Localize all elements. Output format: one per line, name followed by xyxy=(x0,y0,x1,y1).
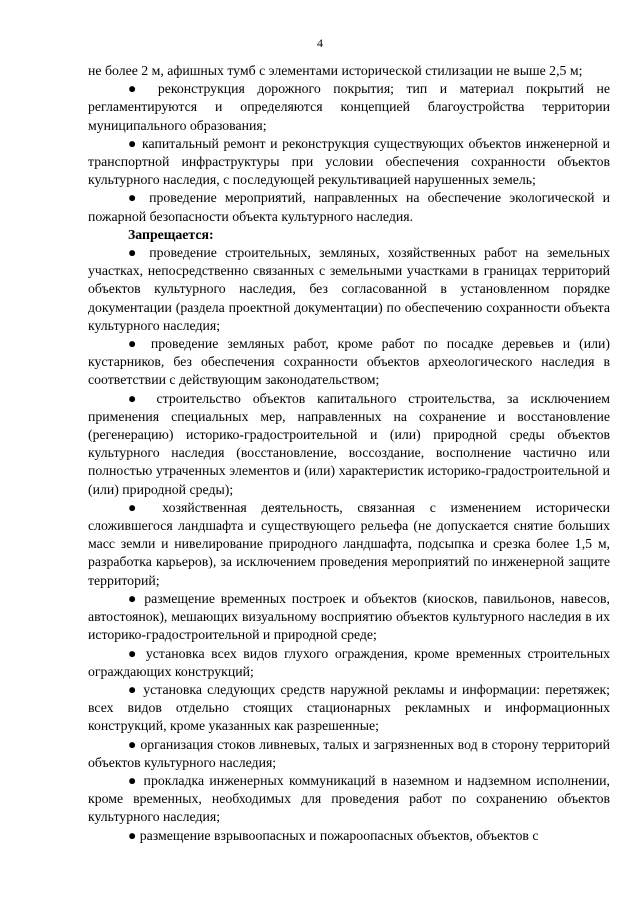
list-item: ● хозяйственная деятельность, связанная с изменением исторически сложившегося ландшафта и существующего рельефа (не допускается снятие больших масс земли и нивелирование природного ландшафта, подсыпка и срезка более 1,5 м, разработка карьеров), за исключением проведения мероприятий по инженерной защите территорий; xyxy=(88,499,610,588)
list-item: ● реконструкция дорожного покрытия; тип и материал покрытий не регламентируются и определяются концепцией благоустройства территории муниципального образования; xyxy=(88,81,610,133)
list-item: ● установка всех видов глухого ограждения, кроме временных строительных ограждающих конструкций; xyxy=(88,645,610,679)
section-heading: Запрещается: xyxy=(128,226,214,242)
list-item: ● организация стоков ливневых, талых и загрязненных вод в сторону территорий объектов культурного наследия; xyxy=(88,736,610,770)
document-body xyxy=(88,62,610,845)
paragraph: не более 2 м, афишных тумб с элементами исторической стилизации не выше 2,5 м; xyxy=(88,63,583,78)
list-item: ● строительство объектов капитального строительства, за исключением применения специальных мер, направленных на сохранение и восстановление (регенерацию) историко-градостроительной и (или) природной среды объектов культурного наследия (восстановление, воссоздание, восполнение частично или полностью утраченных элементов и (или) характеристик историко-градостроительной и (или) природной среды); xyxy=(88,390,610,497)
list-item: ● установка следующих средств наружной рекламы и информации: перетяжек; всех видов отдельно стоящих стационарных рекламных и информационных конструкций, кроме указанных как разрешенные; xyxy=(88,681,610,734)
list-item: ● капитальный ремонт и реконструкция существующих объектов инженерной и транспортной инфраструктуры при условии обеспечения сохранности объектов культурного наследия, с последующей рекультивацией нарушенных земель; xyxy=(88,135,610,188)
list-item: ● проведение строительных, земляных, хозяйственных работ на земельных участках, непосредственно связанных с земельными участками в границах территорий объектов культурного наследия, без согласованной в установленном порядке документации (раздела проектной документации) по обеспечению сохранности объекта культурного наследия; xyxy=(88,245,610,333)
list-item: ● проведение земляных работ, кроме работ по посадке деревьев и (или) кустарников, без обеспечения сохранности объектов археологического наследия в соответствии с действующим законодательством; xyxy=(88,336,610,388)
list-item: ● размещение временных построек и объектов (киосков, павильонов, навесов, автостоянок), мешающих визуальному восприятию объектов культурного наследия в их историко-градостроительной и природной среде; xyxy=(88,590,610,643)
page-number: 4 xyxy=(317,36,323,50)
list-item: ● размещение взрывоопасных и пожароопасных объектов, объектов с xyxy=(128,827,539,843)
list-item: ● прокладка инженерных коммуникаций в наземном и надземном исполнении, кроме временных, необходимых для проведения работ по сохранению объектов культурного наследия; xyxy=(88,772,610,825)
list-item: ● проведение мероприятий, направленных на обеспечение экологической и пожарной безопасности объекта культурного наследия. xyxy=(88,190,610,224)
